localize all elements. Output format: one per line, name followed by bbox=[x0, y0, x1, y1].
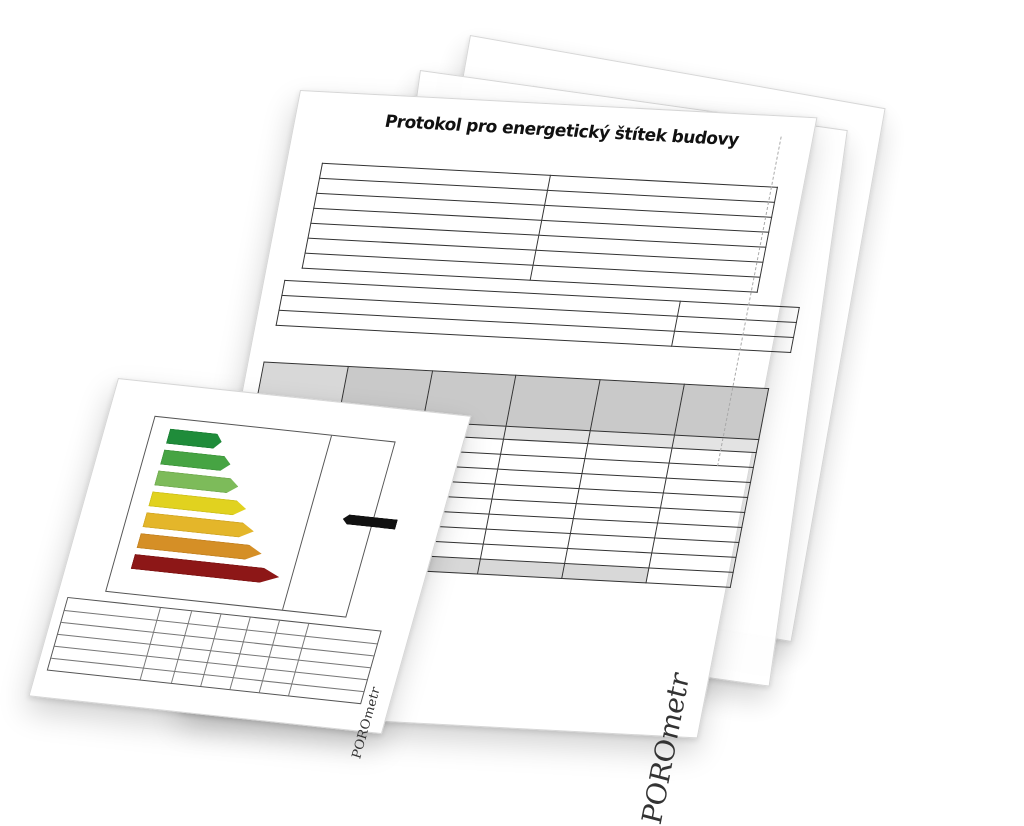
energy-class-b-bar bbox=[160, 450, 233, 472]
energy-rating-pointer bbox=[341, 514, 397, 530]
energy-class-c-bar bbox=[154, 470, 240, 494]
porometr-small-logo-secondary: metr bbox=[360, 686, 384, 720]
energy-rating-box bbox=[105, 416, 396, 618]
porometr-logo-primary: PORO bbox=[635, 738, 685, 825]
building-info-table bbox=[302, 163, 778, 293]
energy-rating-divider bbox=[282, 436, 332, 610]
energy-class-g-bar bbox=[131, 554, 282, 585]
energy-class-a-bar bbox=[166, 429, 224, 450]
energy-class-e-bar bbox=[142, 512, 256, 539]
porometr-logo bbox=[635, 673, 697, 824]
protocol-title: Protokol pro energetický štítek budovy bbox=[383, 111, 741, 151]
energy-class-d-bar bbox=[148, 491, 248, 516]
porometr-logo-secondary: metr bbox=[651, 673, 697, 741]
porometr-small-logo-primary: PORO bbox=[349, 717, 375, 760]
